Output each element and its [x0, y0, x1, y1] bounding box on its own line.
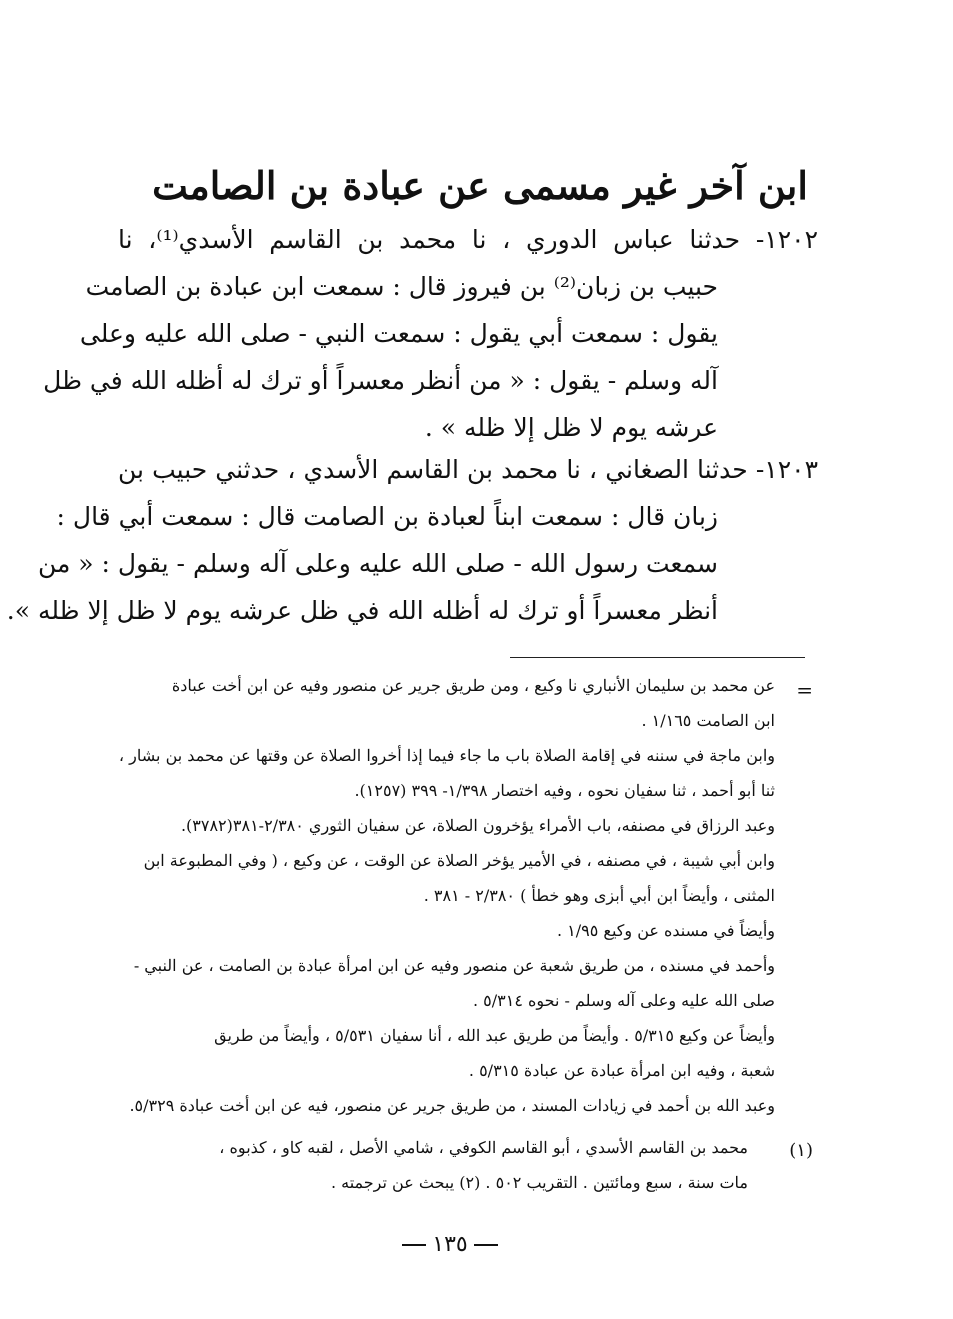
- hadith-line: ١٢٠٢- حدثنا عباس الدوري ، نا محمد بن القاسم الأسدي⁽¹⁾، نا: [118, 225, 819, 254]
- footnote-line: وابن ماجة في سننه في إقامة الصلاة باب ما جاء فيما إذا أخروا الصلاة عن وقتها عن محمد بن بشار ،: [118, 746, 775, 765]
- footnote-separator: [510, 657, 805, 658]
- page-number-dash: [402, 1244, 426, 1246]
- hadith-line: حبيب بن زبان⁽²⁾ بن فيروز قال : سمعت ابن عبادة بن الصامت: [85, 272, 718, 301]
- footnote-line: وابن أبي شيبة ، في مصنفه ، في الأمير يؤخر الصلاة عن الوقت ، عن وكيع ، ( وفي المطبوعة ابن: [143, 851, 775, 870]
- hadith-line: سمعت رسول الله - صلى الله عليه وعلى آله وسلم - يقول : « من: [37, 549, 718, 578]
- footnote-line: وعبد الرزاق في مصنفه، باب الأمراء يؤخرون الصلاة، عن سفيان الثوري ٢/٣٨٠-٣٨١(٣٧٨٢).: [180, 816, 775, 835]
- section-title: ابن آخر غير مسمى عن عبادة بن الصامت: [152, 163, 808, 208]
- footnote-line: وأيضاً في مسنده عن وكيع ١/٩٥ .: [557, 921, 775, 940]
- hadith-line: زبان قال : سمعت ابناً لعبادة بن الصامت قال : سمعت أبي قال :: [56, 502, 718, 531]
- footnote-line: وأيضاً عن وكيع ٥/٣١٥ . وأيضاً من طريق عبد الله ، أنا سفيان ٥/٥٣١ ، وأيضاً من طريق: [214, 1026, 775, 1045]
- hadith-1202: [43, 216, 819, 451]
- hadith-line: آله وسلم - يقول : « من أنظر معسراً أو ترك له أظله الله في ظل: [43, 366, 718, 395]
- page-number-dash: [474, 1244, 498, 1246]
- footnote-continuation-marker: =: [796, 678, 813, 702]
- footnote-line: صلى الله عليه وعلى آله وسلم - نحوه ٥/٣١٤ .: [472, 991, 775, 1010]
- hadith-line: ١٢٠٣- حدثنا الصغاني ، نا محمد بن القاسم الأسدي ، حدثني حبيب بن: [118, 455, 818, 484]
- footnote-line: مات سنة ، سبع ومائتين . التقريب ٥٠٢ . (٢) يبحث عن ترجمته .: [330, 1173, 748, 1192]
- footnote-line: محمد بن القاسم الأسدي ، أبو القاسم الكوفي ، شامي الأصل ، لقبه كاو ، كذبوه ،: [219, 1138, 748, 1157]
- hadith-1203: [6, 446, 818, 634]
- footnote-line: شعبة ، وفيه ابن امرأة عبادة عن عبادة ٥/٣١٥ .: [468, 1061, 775, 1080]
- footnote-line: عن محمد بن سليمان الأنباري نا وكيع ، ومن طريق جرير عن منصور وفيه عن ابن أخت عبادة: [171, 676, 775, 695]
- hadith-line: أنظر معسراً أو ترك له أظله الله في ظل عرشه يوم لا ظل إلا ظله ».: [6, 596, 718, 625]
- footnote-line: ثنا أبو أحمد ، ثنا سفيان نحوه ، وفيه اختصار ١/٣٩٨- ٣٩٩ (١٢٥٧).: [354, 781, 775, 800]
- hadith-line: يقول : سمعت أبي يقول : سمعت النبي - صلى الله عليه وعلى: [79, 319, 718, 348]
- footnote-line: ابن الصامت ١/١٦٥ .: [641, 711, 775, 730]
- footnote-line: المثنى ، وأيضاً ابن أبي أبزى وهو خطأ ) ٢/٣٨٠ - ٣٨١ .: [423, 886, 775, 905]
- footnote-continuation: [118, 668, 775, 1123]
- footnote-1: [128, 1130, 748, 1200]
- footnote-line: وأحمد في مسنده ، من طريق شعبة عن منصور وفيه عن ابن امرأة عبادة بن الصامت ، عن النبي -: [133, 956, 775, 975]
- footnote-1-marker: (١): [789, 1140, 813, 1161]
- footnote-line: وعبد الله بن أحمد في زيادات المسند ، من طريق جرير عن منصور، فيه عن ابن أخت عبادة ٥/٣٢٩.: [129, 1096, 775, 1115]
- page-number-value: ١٣٥: [432, 1232, 468, 1257]
- hadith-line: عرشه يوم لا ظل إلا ظله » .: [424, 413, 718, 442]
- page-number: [380, 1232, 520, 1257]
